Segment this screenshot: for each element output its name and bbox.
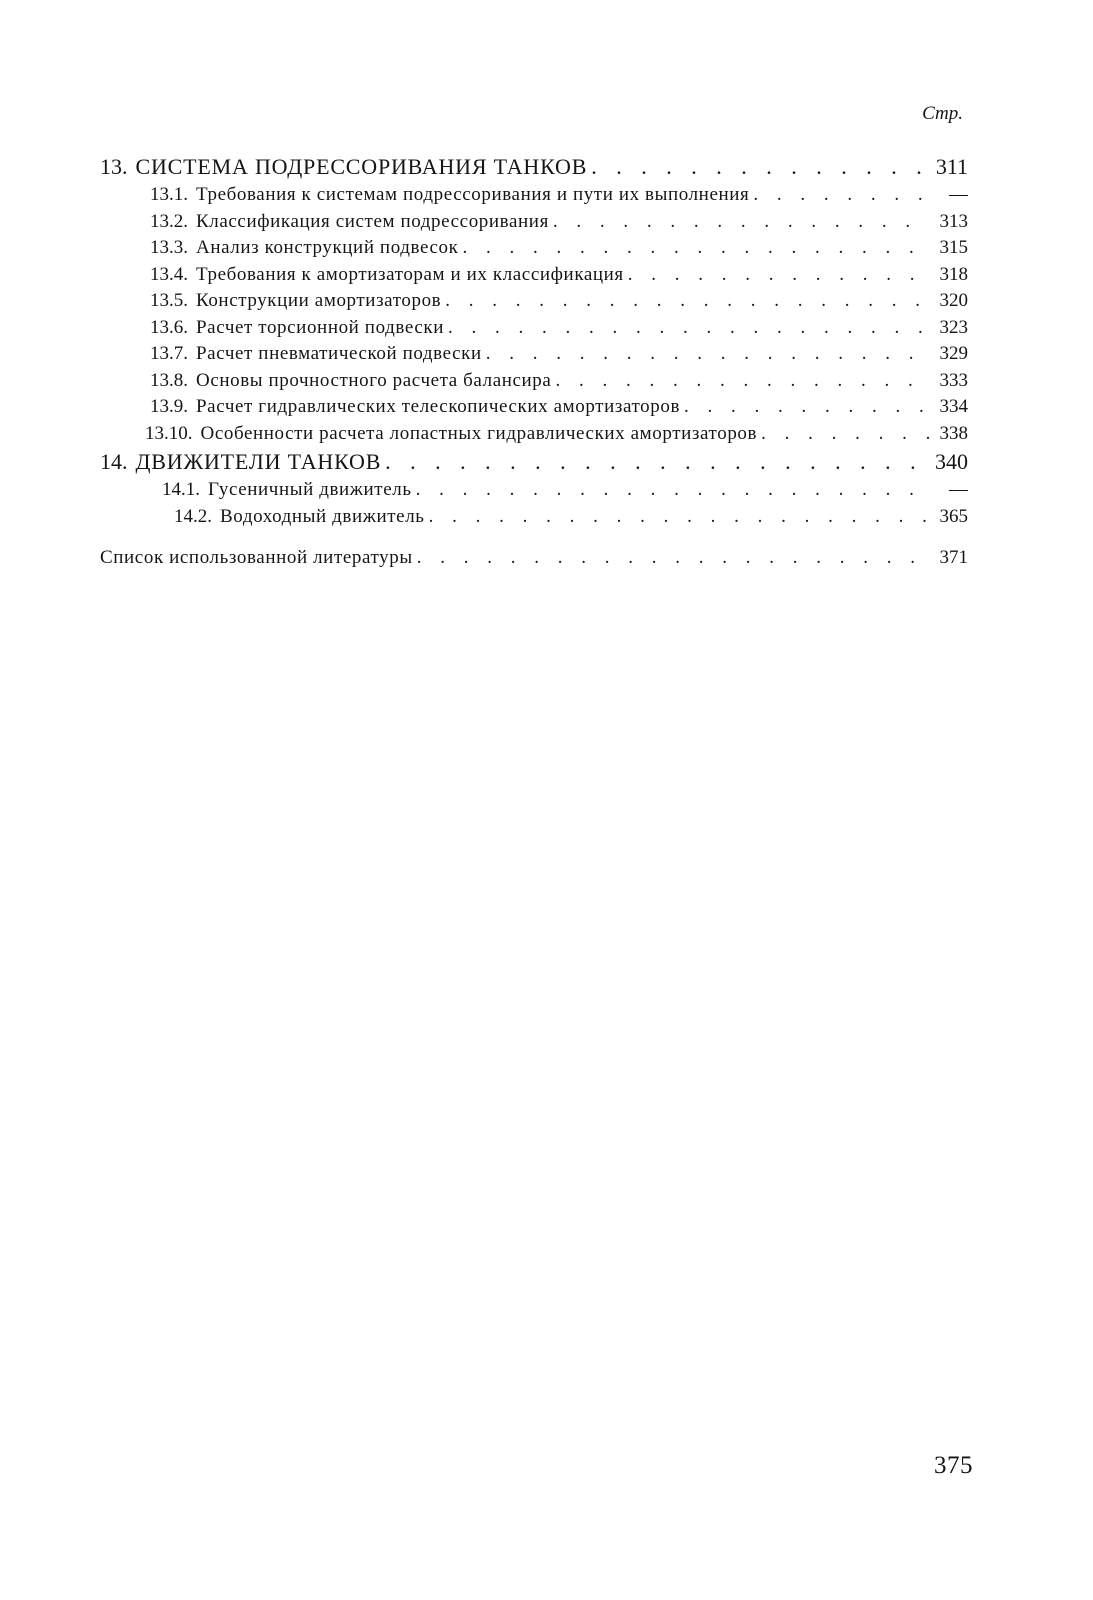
toc-section-13-8[interactable]: [100, 368, 968, 395]
toc-number: 13.4.: [150, 263, 188, 285]
dot-leader: [462, 235, 930, 262]
toc-page: 371: [939, 547, 968, 568]
toc-number: 14.2.: [174, 505, 212, 527]
toc-page: 318: [939, 263, 968, 285]
toc-title: Требования к амортизаторам и их классификация: [196, 263, 624, 285]
toc-title: ДВИЖИТЕЛИ ТАНКОВ: [135, 449, 382, 474]
toc-number: 13.: [100, 154, 128, 179]
toc-title: Конструкции амортизаторов: [196, 290, 442, 311]
toc-section-13-1[interactable]: [100, 182, 968, 209]
toc-page: 340: [935, 449, 968, 474]
dot-leader: [448, 315, 930, 342]
table-of-contents: [100, 152, 968, 572]
dot-leader: [761, 421, 930, 448]
toc-page: —: [949, 479, 968, 500]
toc-references[interactable]: [100, 544, 968, 572]
toc-section-13-2[interactable]: [100, 209, 968, 236]
toc-page: 333: [939, 369, 968, 391]
toc-number: 13.5.: [150, 290, 188, 311]
toc-section-14-1[interactable]: [100, 477, 968, 504]
toc-title: Требования к системам подрессоривания и пути их выполнения: [196, 184, 750, 205]
toc-page: —: [949, 184, 968, 205]
dot-leader: [591, 152, 930, 182]
toc-number: 14.1.: [162, 479, 200, 500]
toc-page: 334: [939, 396, 968, 417]
toc-number: 13.1.: [150, 184, 188, 205]
toc-section-13-4[interactable]: [100, 262, 968, 289]
toc-page: 311: [935, 154, 968, 179]
toc-page: 315: [939, 237, 968, 258]
toc-section-13-6[interactable]: [100, 315, 968, 342]
dot-leader: [416, 477, 930, 504]
toc-number: 13.10.: [145, 422, 193, 444]
toc-title: Анализ конструкций подвесок: [196, 237, 459, 258]
toc-title: Расчет пневматической подвески: [196, 343, 482, 364]
toc-title: Классификация систем подрессоривания: [196, 210, 549, 232]
dot-leader: [553, 209, 930, 236]
toc-chapter-13[interactable]: [100, 152, 968, 182]
dot-leader: [684, 394, 930, 421]
dot-leader: [385, 447, 930, 477]
toc-title: Список использованной литературы: [100, 547, 413, 568]
toc-title: Особенности расчета лопастных гидравлических амортизаторов: [200, 422, 758, 444]
toc-title: Основы прочностного расчета балансира: [196, 369, 552, 391]
toc-title: Гусеничный движитель: [208, 479, 412, 500]
toc-number: 13.6.: [150, 316, 188, 338]
toc-number: 13.9.: [150, 396, 188, 417]
toc-title: СИСТЕМА ПОДРЕССОРИВАНИЯ ТАНКОВ: [135, 154, 588, 179]
dot-leader: [429, 504, 930, 531]
toc-page: 338: [939, 422, 968, 444]
toc-title: Расчет гидравлических телескопических амортизаторов: [196, 396, 681, 417]
toc-number: 14.: [100, 449, 128, 474]
toc-section-13-5[interactable]: [100, 288, 968, 315]
dot-leader: [486, 341, 930, 368]
toc-number: 13.8.: [150, 369, 188, 391]
dot-leader: [628, 262, 930, 289]
toc-section-13-9[interactable]: [100, 394, 968, 421]
dot-leader: [417, 544, 930, 572]
dot-leader: [445, 288, 930, 315]
toc-number: 13.7.: [150, 343, 188, 364]
toc-page: 323: [939, 316, 968, 338]
toc-page: 320: [939, 290, 968, 311]
page-column-label: Стр.: [922, 103, 963, 124]
toc-section-13-10[interactable]: [100, 421, 968, 448]
dot-leader: [555, 368, 930, 395]
toc-page: 313: [939, 210, 968, 232]
toc-number: 13.3.: [150, 237, 188, 258]
toc-title: Водоходный движитель: [220, 505, 425, 527]
page-number: 375: [934, 1452, 973, 1479]
toc-section-14-2[interactable]: [100, 504, 968, 531]
toc-chapter-14[interactable]: [100, 447, 968, 477]
toc-page: 329: [939, 343, 968, 364]
dot-leader: [753, 182, 930, 209]
toc-number: 13.2.: [150, 210, 188, 232]
toc-title: Расчет торсионной подвески: [196, 316, 444, 338]
toc-section-13-3[interactable]: [100, 235, 968, 262]
toc-page: 365: [939, 505, 968, 527]
toc-section-13-7[interactable]: [100, 341, 968, 368]
